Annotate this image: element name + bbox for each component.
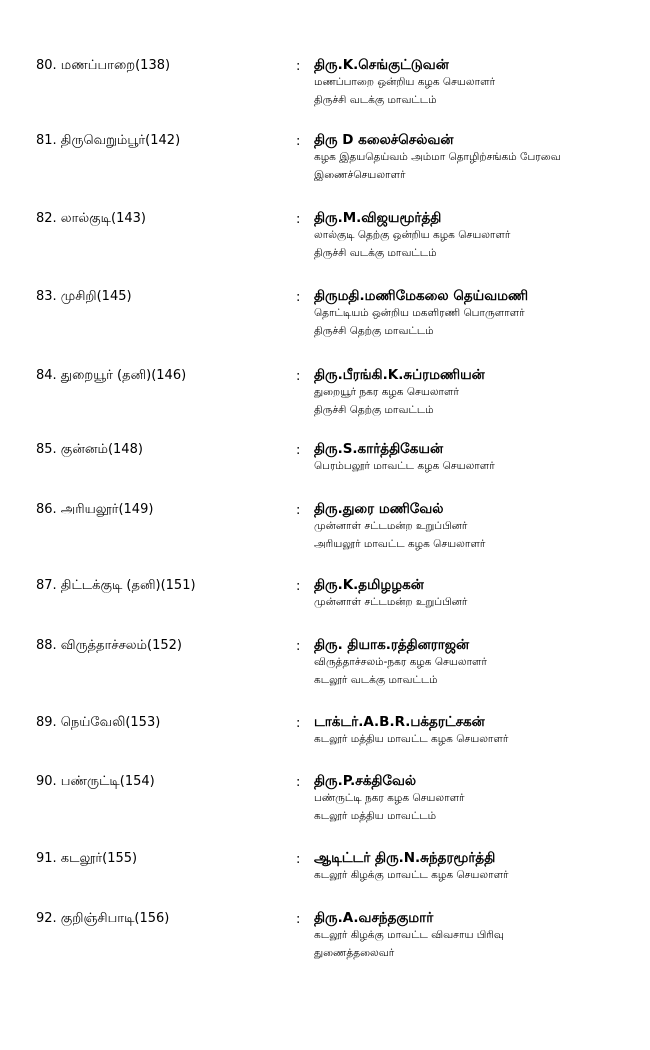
constituency-label: 90. பண்ருட்டி(154) [36,774,155,789]
constituency-label: 92. குறிஞ்சிபாடி(156) [36,911,170,926]
candidate-district: கடலூர் மத்திய மாவட்டம் [314,809,437,822]
candidate-details [314,56,644,109]
candidate-role: மணப்பாறை ஒன்றிய கழக செயலாளர் [314,76,496,88]
separator-colon: : [296,59,301,74]
constituency-label: 83. முசிறி(145) [36,289,132,304]
separator-colon: : [296,369,301,384]
candidate-name: டாக்டர்.A.B.R.பக்தரட்சகன் [314,714,485,730]
candidate-role: கடலூர் கிழக்கு மாவட்ட விவசாய பிரிவு [314,929,504,941]
candidate-district: திருச்சி தெற்கு மாவட்டம் [314,324,434,337]
candidate-name: திரு.K.தமிழழகன் [314,577,424,593]
candidate-role-line2: துணைத்தலைவர் [314,946,395,959]
candidate-details [314,500,644,553]
separator-colon: : [296,852,301,867]
separator-colon: : [296,639,301,654]
candidate-name: திரு. தியாக.ரத்தினராஜன் [314,637,470,653]
candidate-role: முன்னாள் சட்டமன்ற உறுப்பினர் [314,596,468,608]
separator-colon: : [296,579,301,594]
candidate-role: தொட்டியம் ஒன்றிய மகளிரணி பொருளாளர் [314,307,525,319]
candidate-district: திருச்சி தெற்கு மாவட்டம் [314,403,434,416]
candidate-name: திரு.M.விஜயமூர்த்தி [314,210,442,226]
candidate-details [314,131,644,184]
candidate-role: முன்னாள் சட்டமன்ற உறுப்பினர் [314,520,468,532]
candidate-name: திரு.S.கார்த்திகேயன் [314,441,444,457]
candidate-name: திரு.K.செங்குட்டுவன் [314,57,449,73]
candidate-role: துறையூர் நகர கழக செயலாளர் [314,386,460,398]
separator-colon: : [296,503,301,518]
constituency-label: 84. துறையூர் (தனி)(146) [36,368,187,383]
constituency-label: 82. லால்குடி(143) [36,211,146,226]
candidate-role: லால்குடி தெற்கு ஒன்றிய கழக செயலாளர் [314,229,511,241]
candidate-role-line2: இணைச்செயலாளர் [314,168,406,181]
candidate-details [314,287,644,340]
candidate-name: திரு.துரை மணிவேல் [314,501,444,517]
candidate-details [314,636,644,689]
candidate-role: பெரம்பலூர் மாவட்ட கழக செயலாளர் [314,460,495,472]
candidate-details [314,576,644,612]
candidate-details [314,440,644,476]
candidate-role: விருத்தாச்சலம்-நகர கழக செயலாளர் [314,656,488,668]
separator-colon: : [296,775,301,790]
separator-colon: : [296,912,301,927]
candidate-role: கழக இதயதெய்வம் அம்மா தொழிற்சங்கம் பேரவை [314,151,561,163]
candidate-district: அரியலூர் மாவட்ட கழக செயலாளர் [314,537,486,550]
candidate-name: திருமதி.மணிமேகலை தெய்வமணி [314,288,529,304]
candidate-name: ஆடிட்டர் திரு.N.சுந்தரமூர்த்தி [314,850,496,866]
candidate-details [314,209,644,262]
candidate-role: கடலூர் கிழக்கு மாவட்ட கழக செயலாளர் [314,869,509,881]
separator-colon: : [296,290,301,305]
candidate-role: பண்ருட்டி நகர கழக செயலாளர் [314,792,465,804]
candidate-role: கடலூர் மத்திய மாவட்ட கழக செயலாளர் [314,733,509,745]
candidate-details [314,366,644,419]
candidate-name: திரு.A.வசந்தகுமார் [314,910,434,926]
constituency-label: 80. மணப்பாறை(138) [36,58,171,73]
separator-colon: : [296,212,301,227]
candidate-details [314,713,644,749]
candidate-district: கடலூர் வடக்கு மாவட்டம் [314,673,438,686]
separator-colon: : [296,716,301,731]
constituency-label: 89. நெய்வேலி(153) [36,715,161,730]
candidate-name: திரு D கலைச்செல்வன் [314,132,454,148]
candidate-details [314,849,644,885]
candidate-name: திரு.பீரங்கி.K.சுப்ரமணியன் [314,367,485,383]
candidate-details [314,772,644,825]
separator-colon: : [296,134,301,149]
candidate-district: திருச்சி வடக்கு மாவட்டம் [314,93,437,106]
constituency-label: 88. விருத்தாச்சலம்(152) [36,638,182,653]
candidate-name: திரு.P.சக்திவேல் [314,773,417,789]
constituency-label: 91. கடலூர்(155) [36,851,138,866]
constituency-label: 87. திட்டக்குடி (தனி)(151) [36,578,196,593]
separator-colon: : [296,443,301,458]
constituency-label: 86. அரியலூர்(149) [36,502,154,517]
constituency-label: 85. குன்னம்(148) [36,442,143,457]
candidate-district: திருச்சி வடக்கு மாவட்டம் [314,246,437,259]
candidate-details [314,909,644,962]
constituency-label: 81. திருவெறும்பூர்(142) [36,133,181,148]
